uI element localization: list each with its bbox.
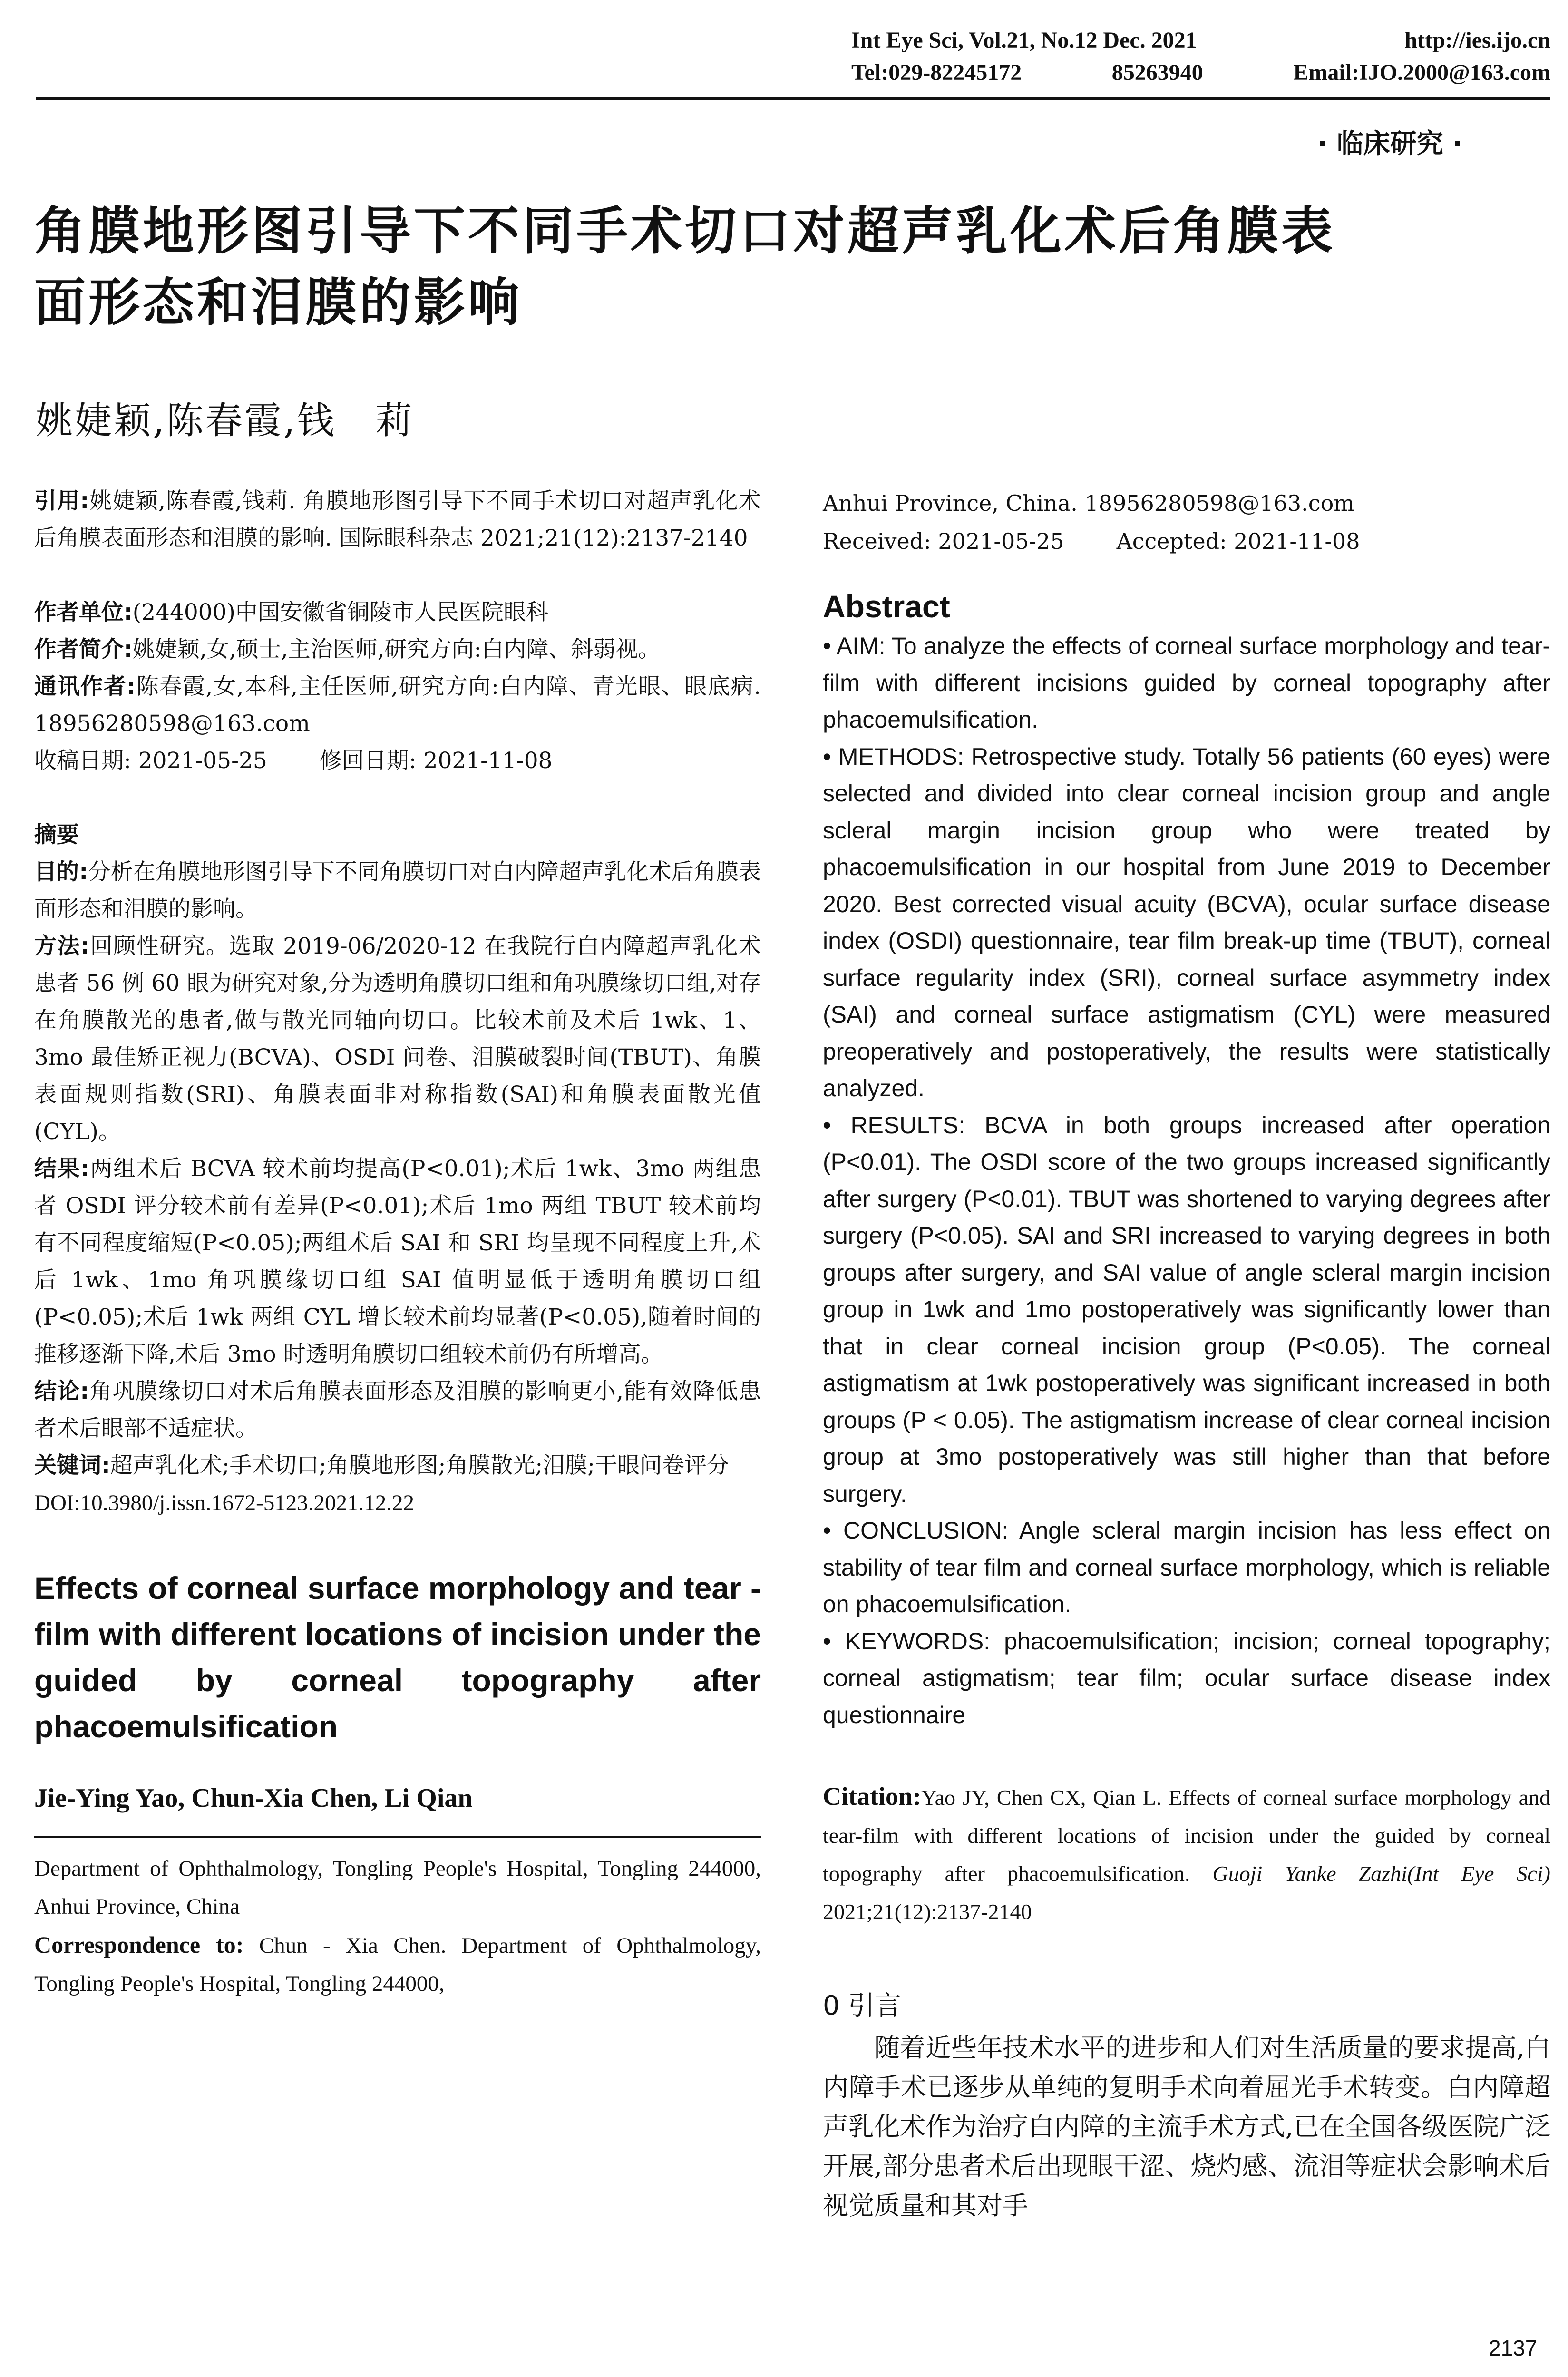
- doi[interactable]: DOI:10.3980/j.issn.1672-5123.2021.12.22: [34, 1490, 414, 1515]
- authors-rule: [34, 1836, 761, 1838]
- affiliation-zh: 作者单位:(244000)中国安徽省铜陵市人民医院眼科: [34, 599, 548, 625]
- author-bio-zh: 作者简介:姚婕颖,女,硕士,主治医师,研究方向:白内障、斜弱视。: [34, 636, 661, 662]
- corr-continued: Anhui Province, China. 18956280598@163.com: [823, 490, 1354, 516]
- corresponding-zh: 通讯作者:陈春霞,女,本科,主任医师,研究方向:白内障、青光眼、眼底病. 18956280598@163.com: [34, 673, 761, 737]
- left-column: [34, 483, 761, 2003]
- intro-heading: 0 引言: [823, 1990, 902, 2021]
- aim-zh: 目的:分析在角膜地形图引导下不同角膜切口对白内障超声乳化术后角膜表面形态和泪膜的影响。: [34, 859, 761, 922]
- keywords-zh: 关键词:超声乳化术;手术切口;角膜地形图;角膜散光;泪膜;干眼问卷评分: [34, 1452, 729, 1479]
- article-title: [34, 196, 1556, 339]
- results-zh: 结果:两组术后 BCVA 较术前均提高(P<0.01);术后 1wk、3mo 两组患者 OSDI 评分较术前有差异(P<0.01);术后 1mo 两组 TBUT 较术前均有不同程度缩短(P<0.05);两组术后 SAI 和 SRI 均呈现不同程度上升,术后 1wk、1mo 角巩膜缘切口组 SAI 值明显低于透明角膜切口组(P<0.05);术后 1wk 两组 CYL 增长较术前均显著(P<0.05),随着时间的推移逐渐下降,术后 3mo 时透明角膜切口组较术前仍有所增高。: [34, 1156, 761, 1367]
- methods-en: • METHODS: Retrospective study. Totally 56 patients (60 eyes) were selected and divided into clear corneal incision group and angle scleral margin incision group who were treated by phacoemulsification in our hospital from June 2019 to December 2020. Best corrected visual acuity (BCVA), ocular surface disease index (OSDI) questionnaire, tear film break-up time (TBUT), corneal surface regularity index (SRI), corneal surface asymmetry index (SAI) and corneal surface astigmatism (CYL) were measured preoperatively and postoperatively, the results were statistically analyzed.: [823, 743, 1550, 1101]
- tel-line: Tel:029-82245172: [851, 60, 1022, 85]
- conclusion-zh: 结论:角巩膜缘切口对术后角膜表面形态及泪膜的影响更小,能有效降低患者术后眼部不适症状。: [34, 1378, 761, 1442]
- page-number: 2137: [1489, 2336, 1538, 2360]
- english-title: Effects of corneal surface morphology and tear - film with different locations of incision under the guided by corneal topography after phacoemulsification: [34, 1570, 761, 1744]
- methods-zh: 方法:回顾性研究。选取 2019-06/2020-12 在我院行白内障超声乳化术患者 56 例 60 眼为研究对象,分为透明角膜切口组和角巩膜缘切口组,对存在角膜散光的患者,做与散光同轴向切口。比较术前及术后 1wk、1、3mo 最佳矫正视力(BCVA)、OSDI 问卷、泪膜破裂时间(TBUT)、角膜表面规则指数(SRI)、角膜表面非对称指数(SAI)和角膜表面散光值(CYL)。: [34, 933, 761, 1145]
- abstract-en-body: [823, 628, 1550, 1734]
- aim-en: • AIM: To analyze the effects of corneal surface morphology and tear-film with different incisions guided by corneal topography after phacoemulsification.: [823, 633, 1550, 733]
- right-column: [823, 484, 1550, 2225]
- citation-en: Citation:Yao JY, Chen CX, Qian L. Effects of corneal surface morphology and tear-film with different locations of incision under the guided by corneal topography after phacoemulsification. Guoji Yanke Zazhi(Int Eye Sci) 2021;21(12):2137-2140: [823, 1782, 1550, 1924]
- authors-zh: 姚婕颖,陈春霞,钱 莉: [36, 399, 414, 442]
- title-line-1: 角膜地形图引导下不同手术切口对超声乳化术后角膜表: [34, 202, 1336, 261]
- journal-line: Int Eye Sci, Vol.21, No.12 Dec. 2021: [851, 28, 1197, 53]
- english-correspondence: Correspondence to: Chun - Xia Chen. Department of Ophthalmology, Tongling People's Hospital, Tongling 244000,: [34, 1931, 761, 1996]
- abstract-zh-heading: 摘要: [34, 822, 79, 848]
- tel-line-2: 85263940: [1111, 60, 1203, 85]
- results-en: • RESULTS: BCVA in both groups increased after operation (P<0.01). The OSDI score of the two groups increased significantly after surgery (P<0.01). TBUT was shortened to varying degrees after surgery (P<0.05). SAI and SRI increased to varying degrees in both groups after surgery, and SAI value of angle scleral margin incision group in 1wk and 1mo postoperatively was significantly lower than that in clear corneal incision group (P<0.05). The corneal astigmatism at 1wk postoperatively was significant increased in both groups (P < 0.05). The astigmatism increase of clear corneal incision group at 3mo postoperatively was still higher than that before surgery.: [823, 1111, 1550, 1507]
- keywords-en: • KEYWORDS: phacoemulsification; incision; corneal topography; corneal astigmatism; tear film; ocular surface disease index questionnaire: [823, 1627, 1550, 1728]
- conclusion-en: • CONCLUSION: Angle scleral margin incision has less effect on stability of tear film and corneal surface morphology, which is reliable on phacoemulsification.: [823, 1517, 1550, 1617]
- en-dates: Received: 2021-05-25 Accepted: 2021-11-08: [823, 528, 1360, 554]
- journal-url[interactable]: http://ies.ijo.cn: [1404, 28, 1550, 53]
- english-authors: Jie-Ying Yao, Chun-Xia Chen, Li Qian: [34, 1783, 473, 1813]
- citation-zh: 引用:姚婕颖,陈春霞,钱莉. 角膜地形图引导下不同手术切口对超声乳化术后角膜表面形态和泪膜的影响. 国际眼科杂志 2021;21(12):2137-2140: [34, 488, 761, 551]
- header-rule: [36, 97, 1550, 100]
- journal-header: [851, 26, 1550, 88]
- section-tag: · 临床研究 ·: [1317, 128, 1463, 159]
- intro-text: 随着近些年技术水平的进步和人们对生活质量的要求提高,白内障手术已逐步从单纯的复明手术向着屈光手术转变。白内障超声乳化术作为治疗白内障的主流手术方式,已在全国各级医院广泛开展,部分患者术后出现眼干涩、烧灼感、流泪等症状会影响术后视觉质量和其对手: [823, 2033, 1550, 2221]
- title-line-2: 面形态和泪膜的影响: [34, 273, 523, 332]
- english-affiliation: Department of Ophthalmology, Tongling People's Hospital, Tongling 244000, Anhui Province, China: [34, 1856, 761, 1919]
- email-line[interactable]: Email:IJO.2000@163.com: [1293, 60, 1550, 85]
- dates-zh: 收稿日期: 2021-05-25 修回日期: 2021-11-08: [34, 748, 553, 774]
- abstract-en-heading: Abstract: [823, 589, 950, 624]
